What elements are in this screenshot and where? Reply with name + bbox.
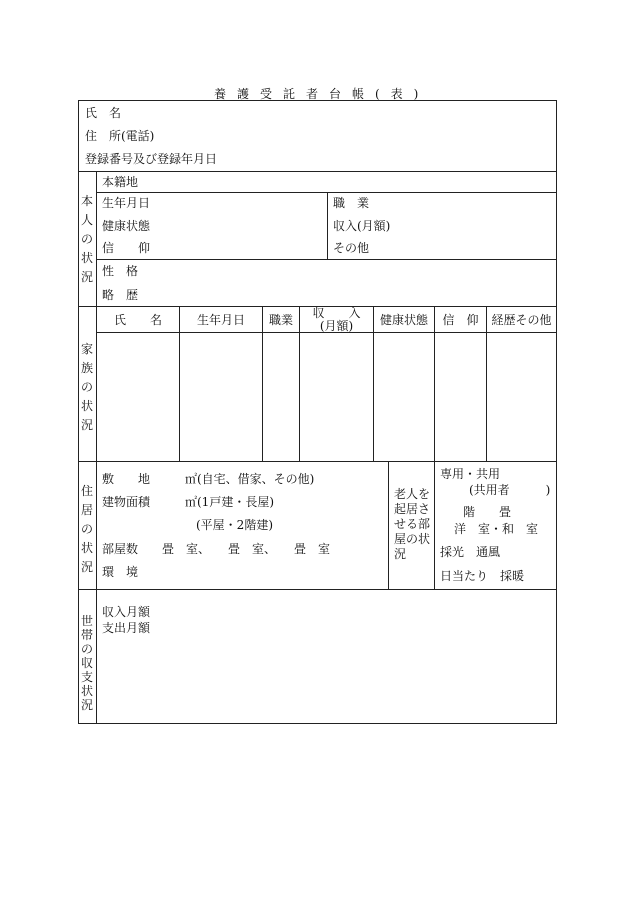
- floors-detail: (平屋・2階建): [196, 518, 273, 532]
- history-label: 略 歴: [102, 288, 139, 302]
- birth-date-label: 生年月日: [102, 196, 151, 210]
- family-col-income-monthly: (月額): [319, 319, 354, 333]
- name-label: 氏 名: [85, 106, 122, 120]
- domicile-label: 本籍地: [102, 175, 139, 189]
- monthly-income-label: 収入月額: [102, 605, 151, 619]
- sun-heat-label: 日当たり 採暖: [440, 569, 525, 583]
- room-style-label: 洋 室・和 室: [454, 522, 539, 536]
- family-col-income: 収 入: [312, 306, 361, 320]
- registration-label: 登録番号及び登録年月日: [85, 152, 218, 166]
- faith-label: 信 仰: [102, 241, 151, 255]
- family-col-history: 経歴その他: [491, 313, 552, 327]
- elder-room-label-1: 老人を: [394, 487, 431, 501]
- self-section-label: 本人の状況: [80, 194, 93, 284]
- family-col-birth: 生年月日: [196, 313, 245, 327]
- floor-tatami-label: 階 畳: [463, 505, 512, 519]
- residence-section-label: 住居の状況: [80, 484, 93, 574]
- elder-room-label-3: せる部: [394, 517, 431, 531]
- site-detail: ㎡(自宅、借家、その他): [185, 472, 315, 486]
- environment-label: 環 境: [102, 565, 139, 579]
- elder-room-label-2: 起居さ: [394, 502, 431, 516]
- family-section-label: 家族の状況: [80, 342, 93, 432]
- rooms-label: 部屋数 畳 室、 畳 室、 畳 室: [102, 542, 331, 556]
- family-col-name: 氏 名: [113, 313, 162, 327]
- use-label: 専用・共用: [440, 467, 501, 481]
- site-label: 敷 地: [102, 472, 151, 486]
- family-col-occupation: 職業: [268, 313, 293, 327]
- household-section-label: 世帯の収支状況: [80, 614, 93, 712]
- personality-label: 性 格: [102, 264, 139, 278]
- elder-room-label-5: 況: [394, 547, 407, 561]
- health-label: 健康状態: [102, 219, 151, 233]
- address-label: 住 所(電話): [85, 129, 155, 143]
- elder-room-label-4: 屋の状: [394, 532, 431, 546]
- building-area-label: 建物面積: [102, 495, 151, 509]
- building-detail: ㎡(1戸建・長屋): [185, 495, 274, 509]
- shared-user-label: (共用者 ): [469, 483, 551, 497]
- family-col-faith: 信 仰: [442, 313, 479, 327]
- family-col-health: 健康状態: [379, 313, 428, 327]
- other-label: その他: [333, 241, 370, 255]
- income-label: 収入(月額): [333, 219, 391, 233]
- monthly-expense-label: 支出月額: [102, 621, 151, 635]
- light-air-label: 採光 通風: [440, 545, 501, 559]
- document-title: 養護受託者台帳(表): [214, 87, 430, 101]
- occupation-label: 職 業: [333, 196, 370, 210]
